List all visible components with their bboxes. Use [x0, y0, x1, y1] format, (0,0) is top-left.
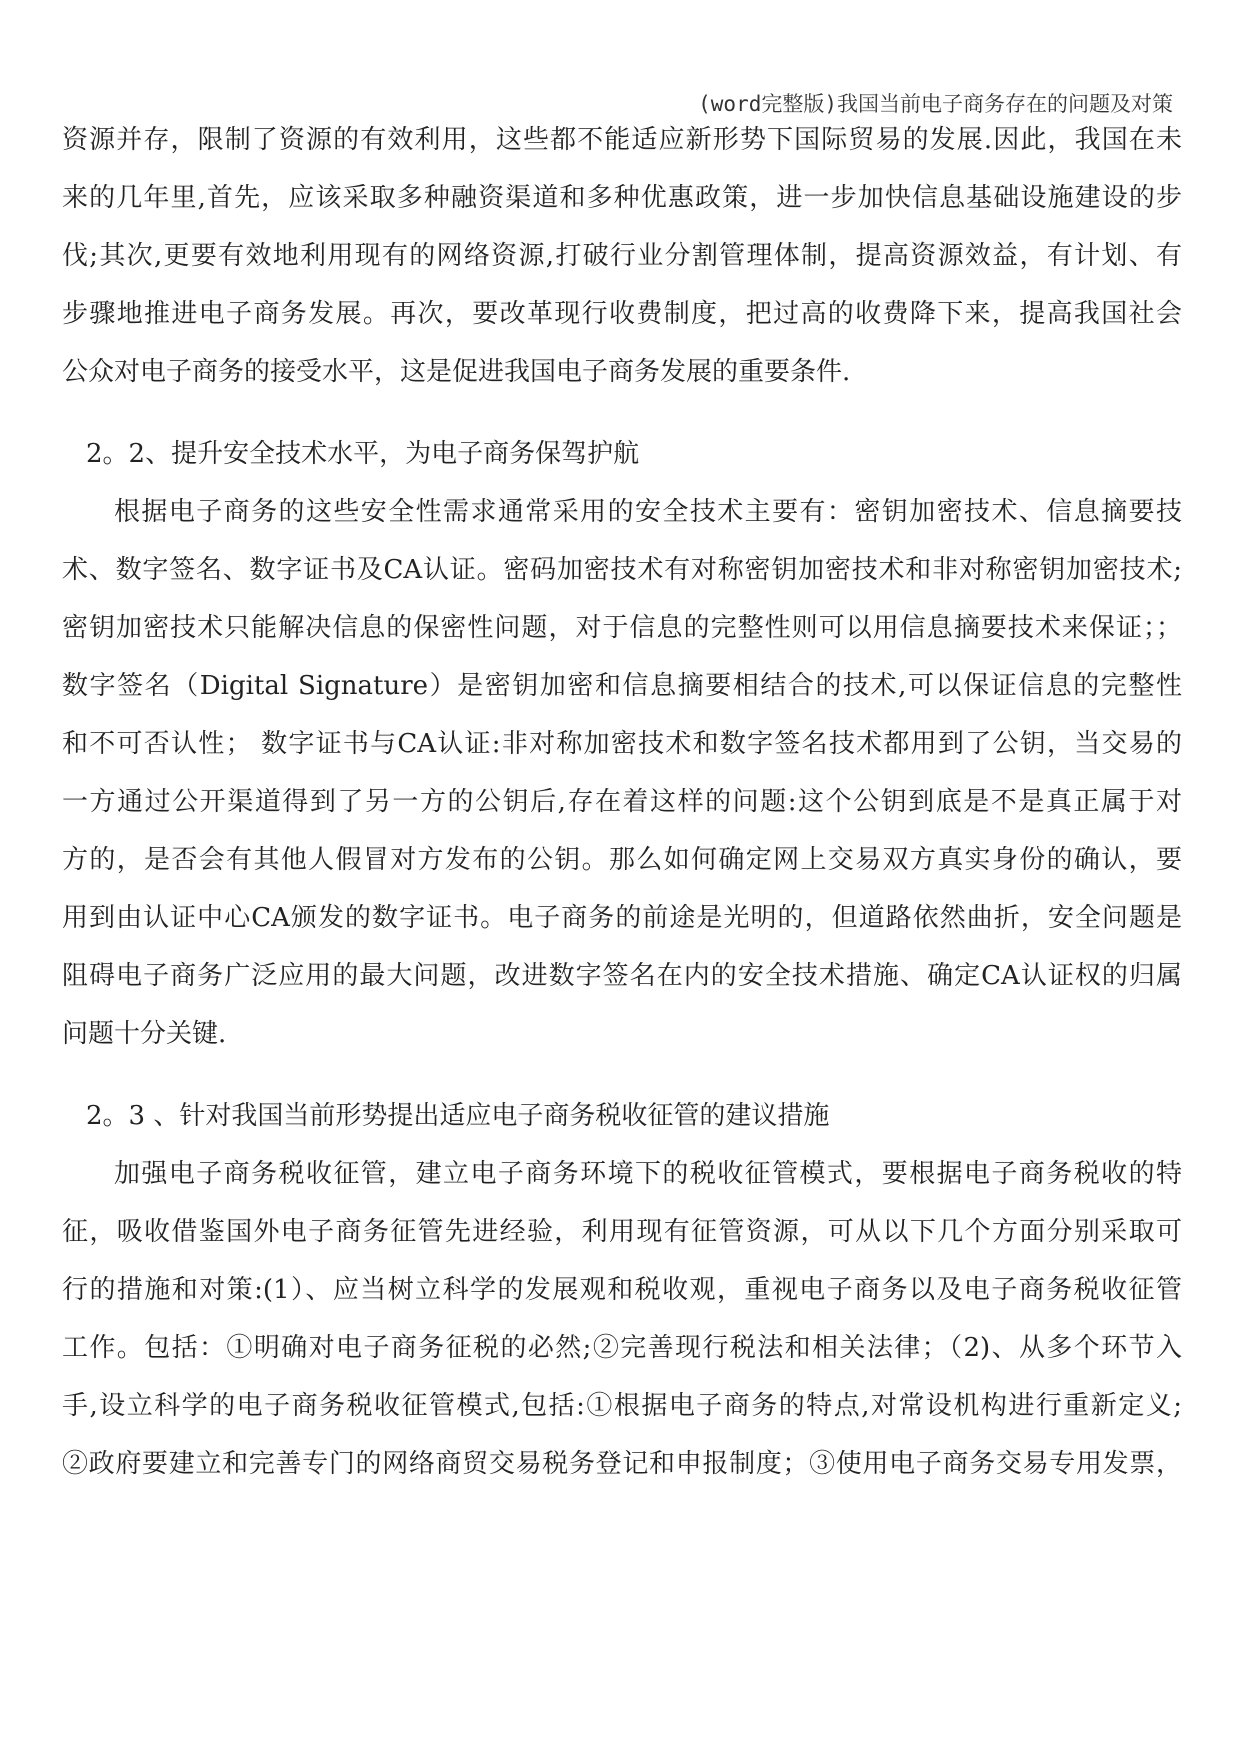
- paragraph-line: 用到由认证中心CA颁发的数字证书。电子商务的前途是光明的，但道路依然曲折，安全问题是: [62, 903, 1182, 933]
- paragraph-line: 行的措施和对策:(1）、应当树立科学的发展观和税收观，重视电子商务以及电子商务税收征管: [62, 1275, 1182, 1305]
- paragraph-line: 工作。包括：①明确对电子商务征税的必然;②完善现行税法和相关法律；（2)、从多个环节入: [62, 1333, 1182, 1363]
- paragraph-line: 伐;其次,更要有效地利用现有的网络资源,打破行业分割管理体制，提高资源效益，有计划、有: [62, 241, 1182, 271]
- paragraph-line: ②政府要建立和完善专门的网络商贸交易税务登记和申报制度；③使用电子商务交易专用发票，: [62, 1449, 1182, 1479]
- paragraph-line: 来的几年里,首先，应该采取多种融资渠道和多种优惠政策，进一步加快信息基础设施建设的步: [62, 183, 1182, 213]
- paragraph-line: 资源并存，限制了资源的有效利用，这些都不能适应新形势下国际贸易的发展.因此，我国在未: [62, 125, 1182, 155]
- paragraph-line: 方的，是否会有其他人假冒对方发布的公钥。那么如何确定网上交易双方真实身份的确认，要: [62, 845, 1182, 875]
- paragraph-line: 术、数字签名、数字证书及CA认证。密码加密技术有对称密钥加密技术和非对称密钥加密技术;: [62, 555, 1182, 585]
- paragraph-line: 和不可否认性； 数字证书与CA认证:非对称加密技术和数字签名技术都用到了公钥，当交易的: [62, 729, 1182, 759]
- paragraph-line: 阻碍电子商务广泛应用的最大问题，改进数字签名在内的安全技术措施、确定CA认证权的归属: [62, 961, 1182, 991]
- section-heading: 2。2、提升安全技术水平，为电子商务保驾护航: [86, 439, 640, 469]
- paragraph-line: 加强电子商务税收征管，建立电子商务环境下的税收征管模式，要根据电子商务税收的特: [114, 1159, 1182, 1189]
- paragraph-line: 问题十分关键.: [62, 1019, 227, 1049]
- paragraph-line: 密钥加密技术只能解决信息的保密性问题，对于信息的完整性则可以用信息摘要技术来保证；；: [62, 613, 1182, 643]
- paragraph-line: 步骤地推进电子商务发展。再次，要改革现行收费制度，把过高的收费降下来，提高我国社会: [62, 299, 1182, 329]
- paragraph-line: 根据电子商务的这些安全性需求通常采用的安全技术主要有：密钥加密技术、信息摘要技: [114, 497, 1182, 527]
- paragraph-line: 数字签名（Digital Signature）是密钥加密和信息摘要相结合的技术,可以保证信息的完整性: [62, 671, 1182, 701]
- section-heading: 2。3 、针对我国当前形势提出适应电子商务税收征管的建议措施: [86, 1101, 830, 1131]
- paragraph-line: 手,设立科学的电子商务税收征管模式,包括:①根据电子商务的特点,对常设机构进行重新定义;: [62, 1391, 1182, 1421]
- paragraph-line: 一方通过公开渠道得到了另一方的公钥后,存在着这样的问题:这个公钥到底是不是真正属于对: [62, 787, 1182, 817]
- paragraph-line: 征，吸收借鉴国外电子商务征管先进经验，利用现有征管资源，可从以下几个方面分别采取可: [62, 1217, 1182, 1247]
- running-header: (word完整版)我国当前电子商务存在的问题及对策: [698, 92, 1173, 116]
- paragraph-line: 公众对电子商务的接受水平，这是促进我国电子商务发展的重要条件.: [62, 357, 851, 387]
